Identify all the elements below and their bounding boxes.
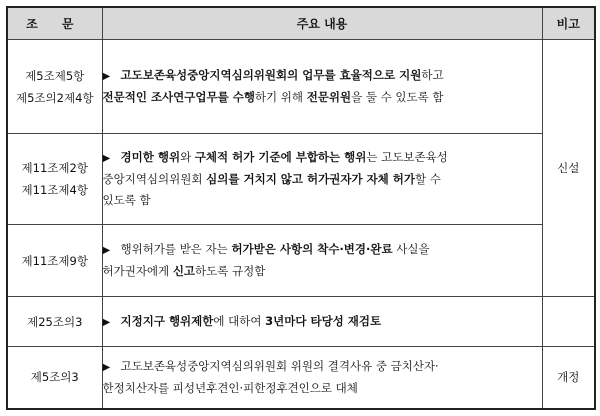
content-text: 전문적인 조사연구업무를 수행 [102, 90, 255, 104]
content-cell [102, 297, 542, 347]
content-line [103, 190, 542, 211]
table-row [7, 297, 595, 347]
note-cell-new: 신설 [542, 40, 595, 297]
content-text: 전문위원 [306, 90, 352, 104]
content-text: 고도보존육성중앙지역심의위원회의 업무를 효율적으로 지원 [120, 68, 422, 82]
clause-label: 제5조제5항 [25, 68, 85, 83]
content-text: 3년마다 타당성 재검토 [265, 313, 382, 328]
content-text: 구체적 허가 기준에 부합하는 행위 [194, 150, 367, 164]
bullet-icon: ▶ [102, 361, 111, 373]
table-row [7, 134, 595, 225]
content-text: 사실을 [392, 242, 430, 256]
content-text: 한정치산자를 피성년후견인·피한정후견인으로 대체 [102, 380, 358, 395]
clause-cell [7, 40, 102, 134]
content-cell [102, 225, 542, 297]
header-content: 주요 내용 [102, 7, 542, 40]
content-line [103, 378, 542, 399]
content-line [103, 261, 542, 282]
content-text: 하고 [421, 68, 444, 82]
content-line [103, 169, 542, 190]
table-row [7, 225, 595, 297]
content-text: 행위허가를 받은 자는 [120, 242, 232, 256]
document-table-wrapper [6, 6, 596, 410]
header-note: 비고 [542, 7, 595, 40]
content-text: 중앙지역심의위원회 [102, 172, 207, 186]
content-text: 허가권자에게 [102, 264, 173, 278]
clause-cell [7, 297, 102, 347]
note-cell-revised: 개정 [542, 347, 595, 409]
content-text: 을 둘 수 있도록 함 [351, 90, 444, 104]
content-cell [102, 134, 542, 225]
note-cell-empty [542, 297, 595, 347]
clause-label: 제11조제2항 [21, 161, 88, 175]
content-text: 허가받은 사항의 착수·변경·완료 [231, 242, 393, 256]
table-row [7, 40, 595, 134]
content-text: 와 [180, 150, 195, 164]
content-text: 할 수 [415, 172, 441, 186]
content-cell [102, 40, 542, 134]
content-line [103, 87, 542, 108]
table-row [7, 347, 595, 409]
clause-cell [7, 225, 102, 297]
content-line [103, 147, 542, 169]
content-cell [102, 347, 542, 409]
content-text: 심의를 거치지 않고 허가권자가 자체 허가 [206, 172, 416, 186]
clause-cell [7, 134, 102, 225]
content-text: 에 대하여 [213, 313, 266, 328]
clause-label: 제5조의2제4항 [16, 90, 94, 105]
content-line [103, 311, 542, 333]
clause-label: 제5조의3 [30, 370, 79, 385]
content-text: 지정지구 행위제한 [120, 313, 214, 328]
table-header-row [7, 7, 595, 40]
content-text: 고도보존육성중앙지역심의위원회 위원의 결격사유 중 금치산자· [120, 358, 439, 373]
content-text: 하기 위해 [254, 90, 307, 104]
clause-label: 제11조제9항 [21, 253, 88, 268]
header-clause: 조 문 [7, 7, 102, 40]
bullet-icon: ▶ [102, 71, 111, 82]
bullet-icon: ▶ [102, 245, 111, 256]
content-text: 하도록 규정함 [195, 264, 266, 278]
content-text: 있도록 함 [102, 193, 151, 207]
bullet-icon: ▶ [102, 153, 111, 164]
content-text: 는 고도보존육성 [366, 150, 448, 164]
clause-label: 제25조의3 [27, 314, 83, 329]
bullet-icon: ▶ [102, 316, 111, 328]
content-text: 신고 [172, 264, 196, 278]
clause-label: 제11조제4항 [21, 183, 88, 197]
content-line [103, 239, 542, 261]
clause-cell [7, 347, 102, 409]
content-text: 경미한 행위 [120, 150, 181, 164]
content-line [103, 65, 542, 87]
amendment-summary-table [6, 6, 596, 410]
content-line [103, 356, 542, 378]
